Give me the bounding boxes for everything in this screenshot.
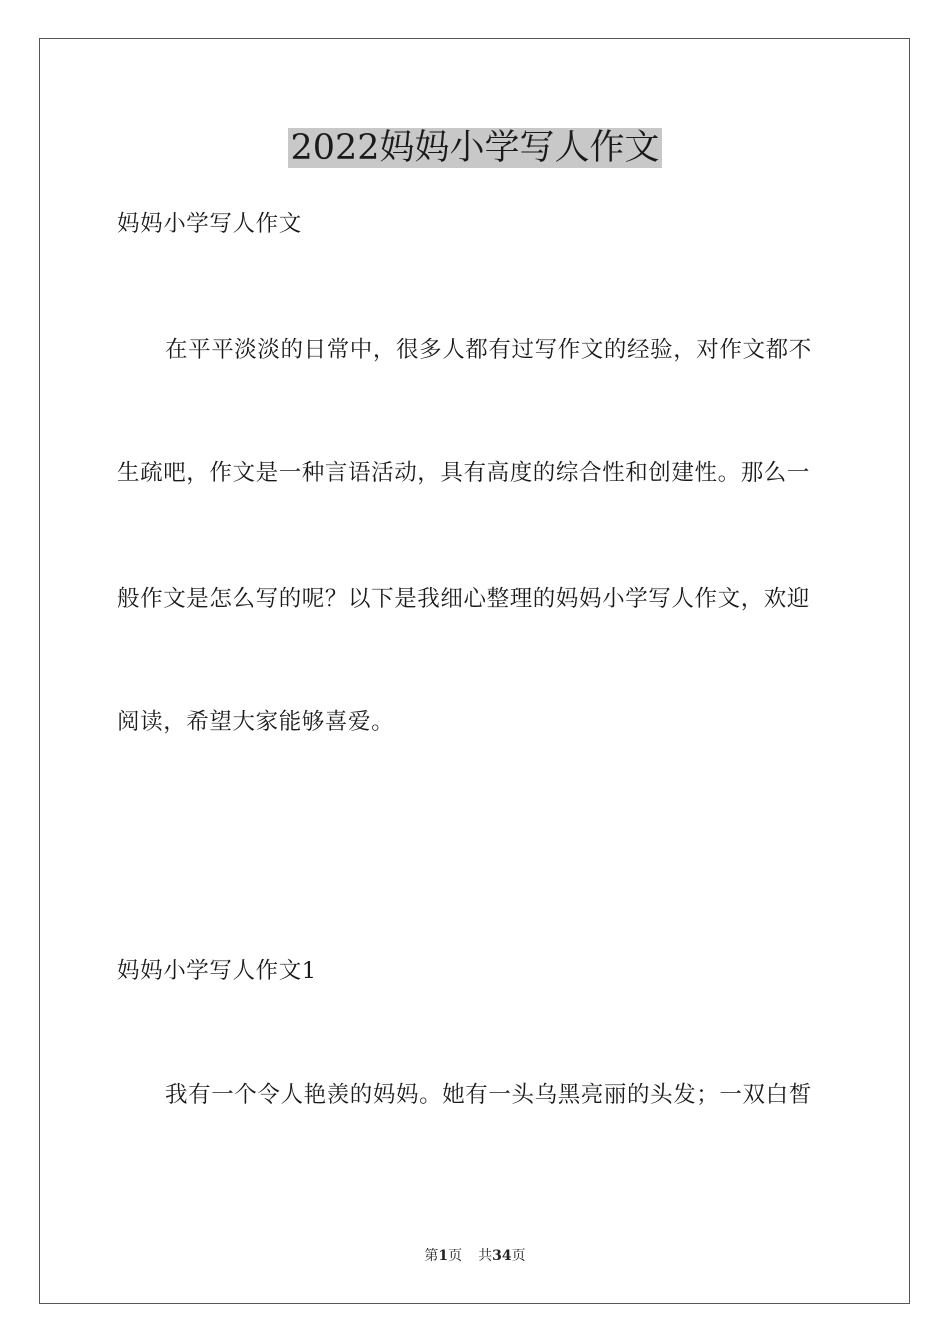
intro-line-3: 般作文是怎么写的呢？以下是我细心整理的妈妈小学写人作文，欢迎 <box>117 586 811 612</box>
document-title-text: 2022妈妈小学写人作文 <box>290 128 660 168</box>
footer-page-suffix: 页 <box>448 1248 463 1264</box>
intro-line-2: 生疏吧，作文是一种言语活动，具有高度的综合性和创建性。那么一 <box>117 460 811 486</box>
footer-page-prefix: 第 <box>424 1248 439 1264</box>
footer-page-current: 1 <box>438 1248 449 1264</box>
section-heading: 妈妈小学写人作文1 <box>117 958 317 984</box>
footer-total-suffix: 页 <box>511 1248 526 1264</box>
page-footer <box>0 1247 950 1265</box>
document-subtitle: 妈妈小学写人作文 <box>117 211 302 237</box>
document-title <box>0 126 950 170</box>
intro-line-1: 在平平淡淡的日常中，很多人都有过写作文的经验，对作文都不 <box>165 337 812 363</box>
intro-line-4: 阅读，希望大家能够喜爱。 <box>117 709 395 735</box>
section-line-1: 我有一个令人艳羡的妈妈。她有一头乌黑亮丽的头发；一双白皙 <box>165 1082 812 1108</box>
footer-total-prefix: 共 <box>478 1248 493 1264</box>
footer-page-total: 34 <box>492 1248 512 1264</box>
